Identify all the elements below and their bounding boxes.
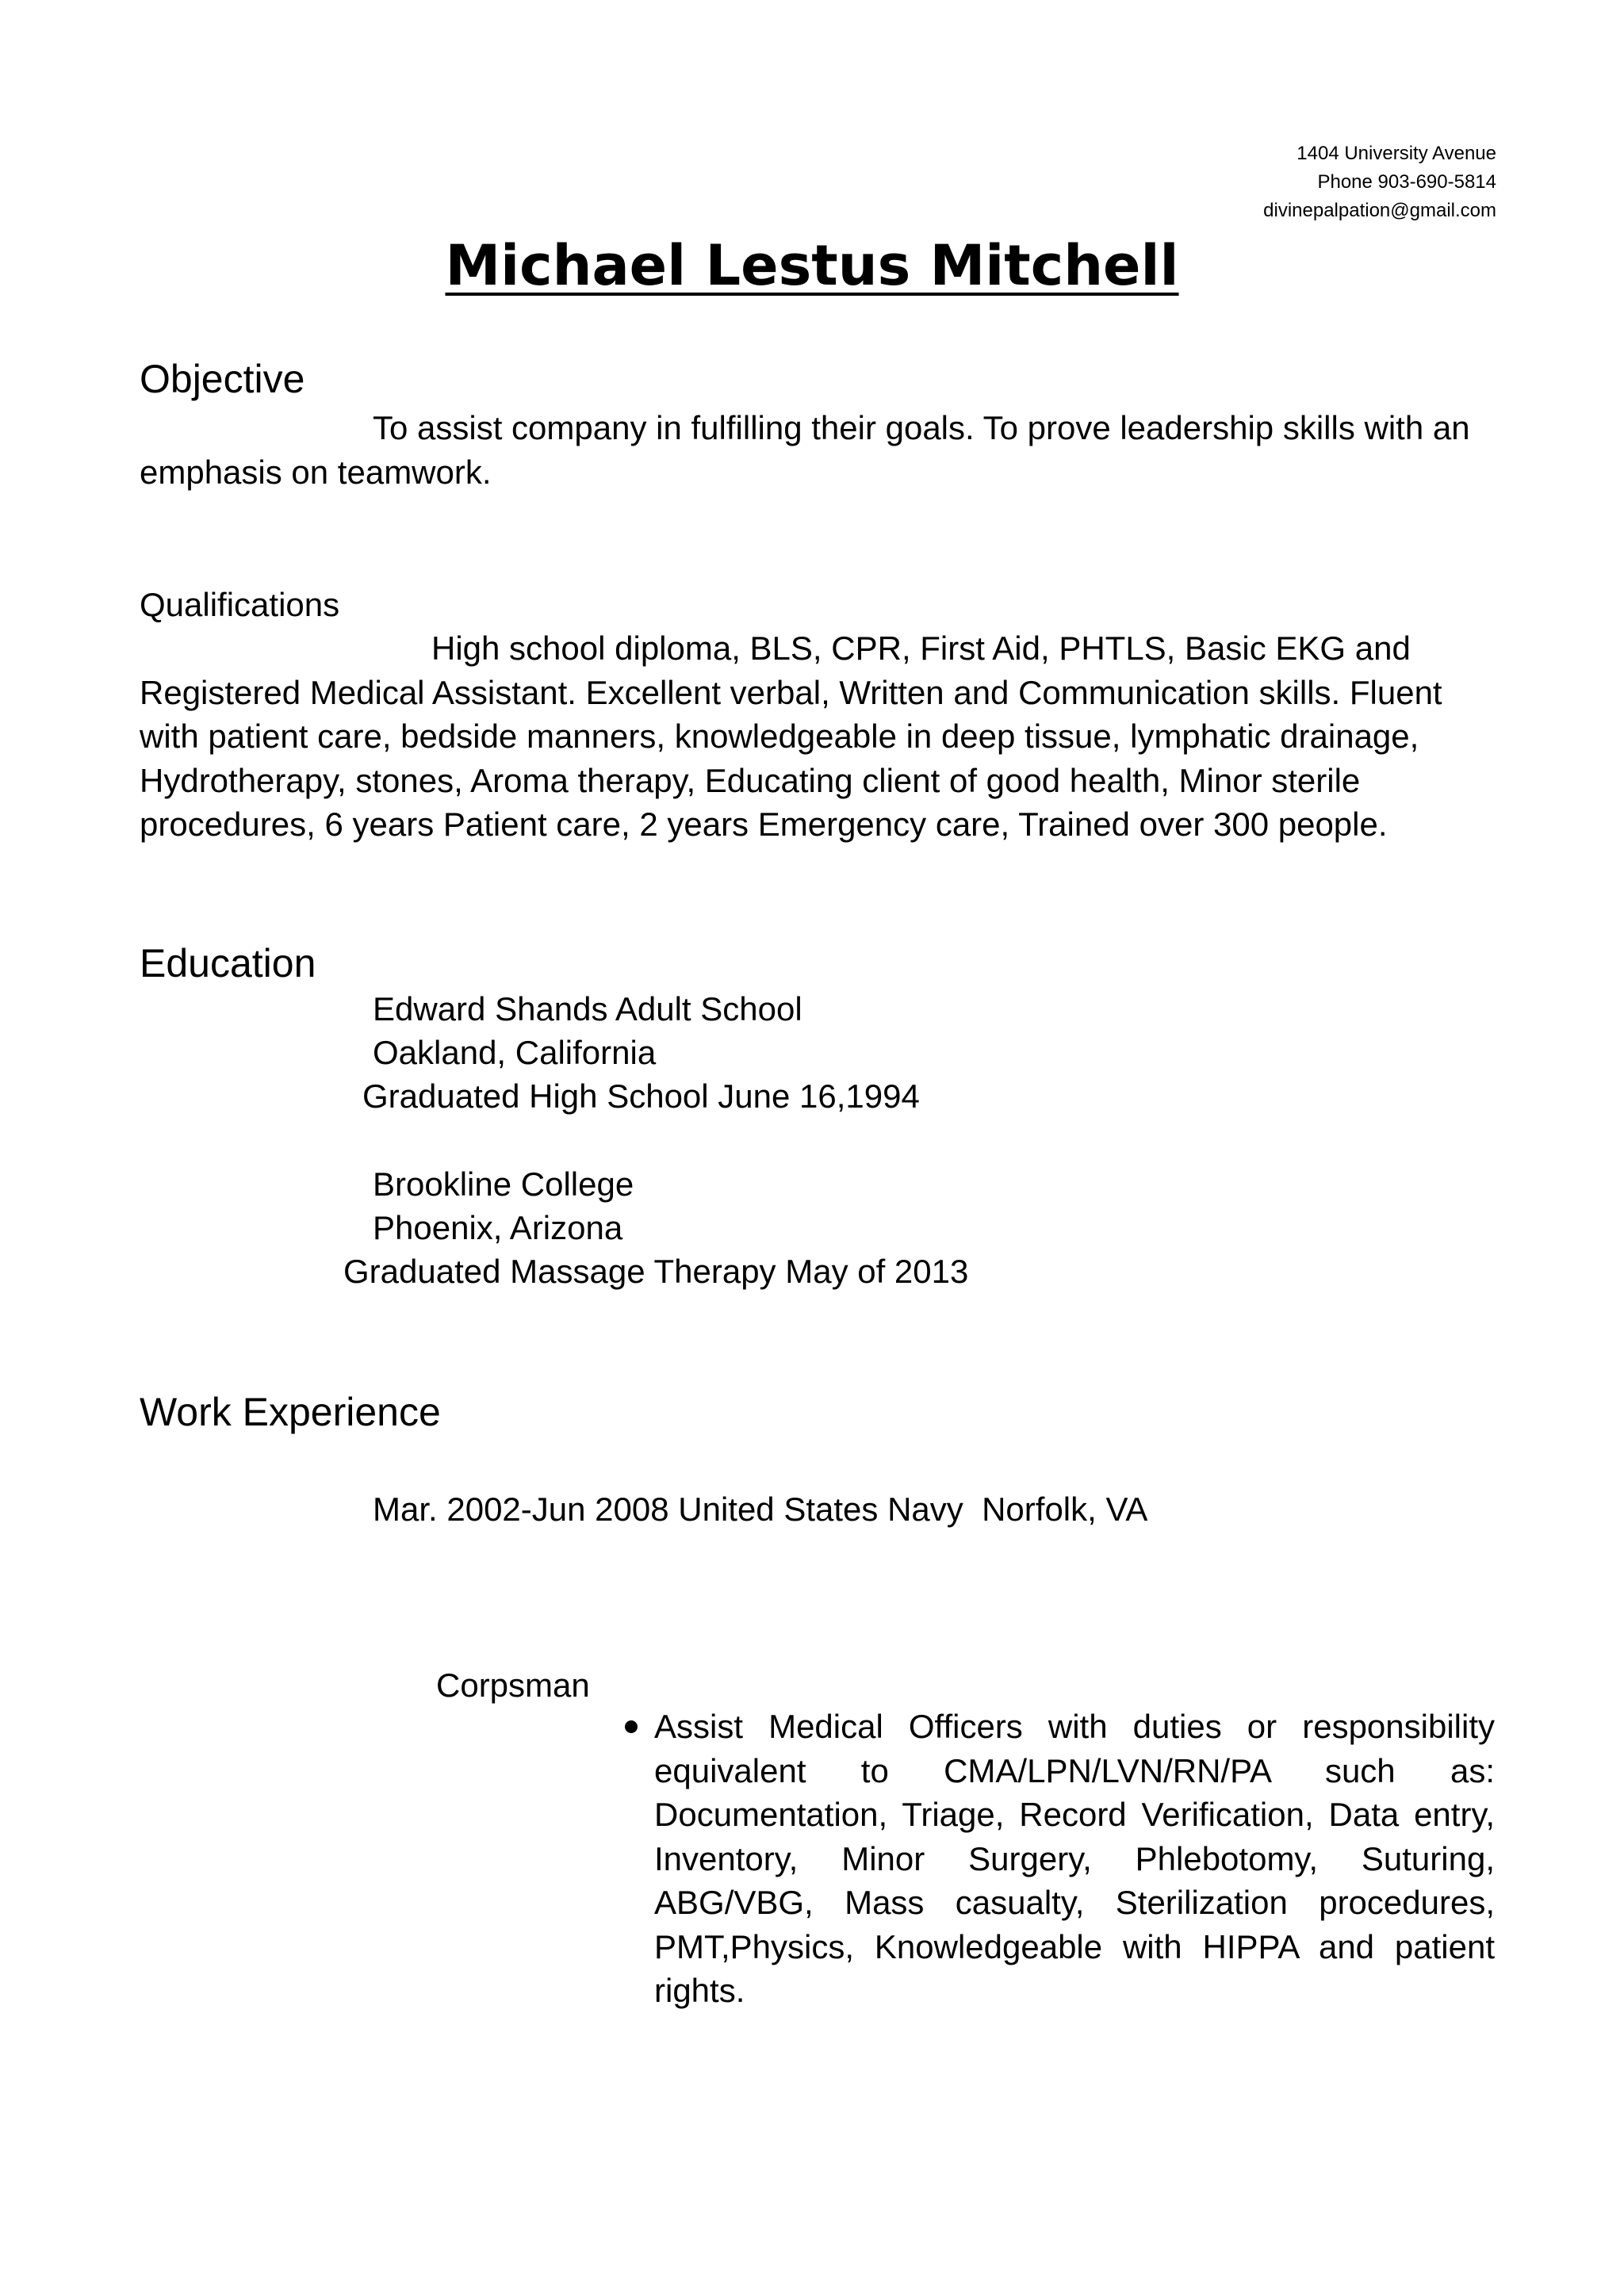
contact-phone: Phone 903-690-5814 (1317, 171, 1496, 193)
duty-text: Assist Medical Officers with duties or responsibility equivalent to CMA/LPN/LVN/RN/PA such as: Documentation, Triage, Record Verification, Data entry, Inventory, Minor Surgery, Phlebotomy, Suturing, ABG/VBG, Mass casualty, Sterilization procedures, PMT,Physics, Knowledgeable with HIPPA and patient rights. (654, 1708, 1495, 2009)
school-2-graduated: Graduated Massage Therapy May of 2013 (343, 1253, 969, 1290)
work-role: Corpsman (436, 1667, 590, 1704)
school-1-graduated: Graduated High School June 16,1994 (362, 1077, 920, 1115)
resume-name-text: Michael Lestus Mitchell (445, 233, 1179, 298)
objective-heading: Objective (140, 357, 305, 401)
qualifications-heading: Qualifications (140, 586, 340, 623)
qualifications-text: High school diploma, BLS, CPR, First Aid, PHTLS, Basic EKG and Registered Medical Assistant. Excellent verbal, Written and Communication skills. Fluent with patient care, bedside manners, knowledgeable in deep tissue, lymphatic drainage, Hydrotherapy, stones, Aroma therapy, Educating client of good health, Minor sterile procedures, 6 years Patient care, 2 years Emergency care, Trained over 300 people. (140, 629, 1442, 843)
school-1-name: Edward Shands Adult School (373, 990, 802, 1027)
bullet-icon (625, 1720, 638, 1733)
work-job-line: Mar. 2002-Jun 2008 United States Navy Norfolk, VA (373, 1490, 1148, 1528)
school-2-name: Brookline College (373, 1165, 634, 1203)
contact-address: 1404 University Avenue (1297, 143, 1496, 164)
contact-email: divinepalpation@gmail.com (1263, 200, 1496, 221)
school-1-location: Oakland, California (373, 1034, 657, 1071)
contact-block (1263, 140, 1496, 225)
school-2-location: Phoenix, Arizona (373, 1209, 623, 1246)
objective-text: To assist company in fulfilling their goals. To prove leadership skills with an emphasis on teamwork. (140, 409, 1470, 491)
resume-name (0, 230, 1624, 301)
work-heading: Work Experience (140, 1390, 441, 1434)
education-heading: Education (140, 941, 316, 985)
